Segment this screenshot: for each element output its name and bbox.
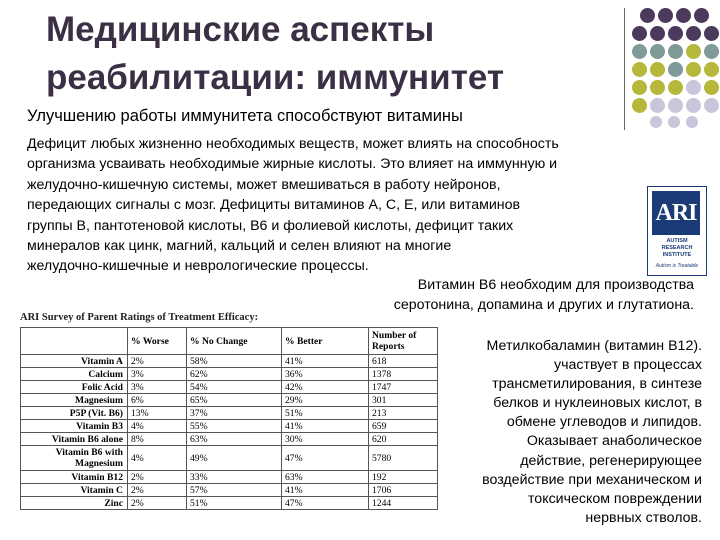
ari-logo: [647, 186, 707, 276]
table-cell: 42%: [282, 381, 369, 394]
table-cell: Folic Acid: [21, 381, 128, 394]
table-cell: 3%: [128, 368, 187, 381]
table-row: [21, 420, 438, 433]
b6-note-line: Витамин В6 необходим для производства: [417, 277, 694, 293]
table-cell: Vitamin B6 with Magnesium: [21, 446, 128, 471]
table-header-row: [21, 328, 438, 355]
table-cell: 51%: [282, 407, 369, 420]
dot: [632, 62, 647, 77]
dot: [650, 26, 665, 41]
paragraph-line: желудочно-кишечные и неврологические процессы.: [27, 258, 369, 275]
header-cell: Number of Reports: [369, 328, 438, 355]
table-cell: 620: [369, 433, 438, 446]
decorative-dot-grid: [632, 8, 720, 128]
paragraph-line: передающих сигналы с мозг. Дефициты витаминов А, С, Е, или витаминов: [27, 197, 521, 214]
dot: [650, 62, 665, 77]
table-cell: Calcium: [21, 368, 128, 381]
table-cell: Zinc: [21, 497, 128, 510]
table-cell: 618: [369, 355, 438, 368]
slide-subtitle: Улучшению работы иммунитета способствуют витамины: [27, 107, 463, 125]
table-cell: 65%: [187, 394, 282, 407]
dot: [632, 80, 647, 95]
table-cell: 30%: [282, 433, 369, 446]
header-cell: % No Change: [187, 328, 282, 355]
table-cell: 55%: [187, 420, 282, 433]
dot: [686, 98, 701, 113]
table-row: [21, 446, 438, 471]
title-line-2: реабилитации: иммунитет: [46, 58, 504, 97]
table-cell: 36%: [282, 368, 369, 381]
paragraph-line: минералов как цинк, магний, кальций и селен влияют на многие: [27, 238, 452, 255]
table-cell: 1706: [369, 484, 438, 497]
dot: [658, 8, 673, 23]
ari-logo-tagline: Autism is Treatable: [655, 263, 699, 269]
table-cell: 47%: [282, 497, 369, 510]
survey-table-image: [12, 312, 467, 522]
logo-name-line: INSTITUTE: [662, 252, 692, 258]
dot: [686, 26, 701, 41]
table-cell: 49%: [187, 446, 282, 471]
paragraph-line: желудочно-кишечную системы, может вмешиваться в работу нейронов,: [27, 176, 501, 193]
b12-note-line: нервных стволов.: [585, 509, 702, 526]
b12-note-line: Оказывает анаболическое: [526, 433, 702, 450]
dot: [650, 80, 665, 95]
title-line-1: Медицинские аспекты: [46, 10, 435, 49]
dot: [668, 116, 680, 128]
table-cell: 63%: [187, 433, 282, 446]
table-cell: 192: [369, 471, 438, 484]
dot: [650, 116, 662, 128]
table-row: [21, 381, 438, 394]
slide-title: [46, 6, 606, 102]
table-cell: 4%: [128, 420, 187, 433]
dot: [704, 26, 719, 41]
table-row: [21, 407, 438, 420]
table-cell: 41%: [282, 420, 369, 433]
table-row: [21, 368, 438, 381]
b12-note-line: токсическом повреждении: [527, 490, 702, 507]
dot: [632, 44, 647, 59]
dot: [686, 116, 698, 128]
paragraph-line: группы В, пантотеновой кислоты, В6 и фолиевой кислоты, дефицит таких: [27, 217, 514, 234]
table-cell: Vitamin B6 alone: [21, 433, 128, 446]
survey-table: [20, 327, 438, 510]
dot: [704, 62, 719, 77]
dot: [686, 80, 701, 95]
table-row: [21, 484, 438, 497]
table-cell: 13%: [128, 407, 187, 420]
table-cell: 57%: [187, 484, 282, 497]
table-cell: 8%: [128, 433, 187, 446]
survey-caption: ARI Survey of Parent Ratings of Treatment Efficacy:: [20, 312, 259, 323]
table-cell: 213: [369, 407, 438, 420]
table-cell: 63%: [282, 471, 369, 484]
b6-note-line: серотонина, допамина и других и глутатиона.: [393, 297, 694, 313]
table-cell: Vitamin B12: [21, 471, 128, 484]
dot: [632, 26, 647, 41]
table-cell: Vitamin C: [21, 484, 128, 497]
dot: [686, 62, 701, 77]
dot: [676, 8, 691, 23]
ari-logo-name: [649, 238, 705, 259]
header-cell: % Worse: [128, 328, 187, 355]
deficit-paragraph: [27, 134, 657, 277]
b12-note-line: белков и нуклеиновых кислот, в: [493, 395, 702, 412]
dot: [686, 44, 701, 59]
table-cell: 5780: [369, 446, 438, 471]
dot: [668, 80, 683, 95]
table-cell: Vitamin A: [21, 355, 128, 368]
dot: [650, 44, 665, 59]
table-cell: 1244: [369, 497, 438, 510]
table-cell: 37%: [187, 407, 282, 420]
b12-note-line: действие, регенерирующее: [520, 452, 702, 469]
table-cell: 2%: [128, 471, 187, 484]
title-divider: [624, 8, 625, 130]
dot: [668, 62, 683, 77]
table-cell: 58%: [187, 355, 282, 368]
logo-name-line: RESEARCH: [661, 245, 693, 251]
table-cell: 4%: [128, 446, 187, 471]
table-cell: P5P (Vit. B6): [21, 407, 128, 420]
dot: [694, 8, 709, 23]
table-row: [21, 394, 438, 407]
table-cell: 29%: [282, 394, 369, 407]
table-row: [21, 433, 438, 446]
table-cell: 62%: [187, 368, 282, 381]
b12-note-line: обмене углеводов и липидов.: [506, 414, 702, 431]
b12-note: [442, 337, 702, 528]
table-row: [21, 497, 438, 510]
dot: [650, 98, 665, 113]
table-cell: Magnesium: [21, 394, 128, 407]
ari-logo-mark: ARI: [652, 191, 700, 235]
dot: [704, 80, 719, 95]
table-cell: 1747: [369, 381, 438, 394]
dot: [704, 98, 719, 113]
table-cell: 6%: [128, 394, 187, 407]
dot: [704, 44, 719, 59]
table-cell: 47%: [282, 446, 369, 471]
table-cell: 41%: [282, 355, 369, 368]
b6-note: [394, 275, 694, 315]
b12-note-line: участвует в процессах: [554, 357, 702, 374]
table-cell: 51%: [187, 497, 282, 510]
table-cell: 659: [369, 420, 438, 433]
dot: [668, 26, 683, 41]
dot: [668, 98, 683, 113]
table-cell: 1378: [369, 368, 438, 381]
dot: [668, 44, 683, 59]
table-cell: 2%: [128, 355, 187, 368]
paragraph-line: Дефицит любых жизненно необходимых веществ, может влиять на способность: [27, 136, 559, 152]
table-cell: 301: [369, 394, 438, 407]
table-cell: Vitamin B3: [21, 420, 128, 433]
header-cell: [21, 328, 128, 355]
b12-note-line: Метилкобаламин (витамин В12).: [486, 338, 702, 354]
table-cell: 33%: [187, 471, 282, 484]
table-cell: 54%: [187, 381, 282, 394]
b12-note-line: воздействие при механическом и: [482, 471, 702, 488]
table-cell: 41%: [282, 484, 369, 497]
table-cell: 3%: [128, 381, 187, 394]
table-cell: 2%: [128, 497, 187, 510]
header-cell: % Better: [282, 328, 369, 355]
b12-note-line: трансметилирования, в синтезе: [492, 376, 702, 393]
paragraph-line: организма усваивать необходимые жирные кислоты. Это влияет на иммунную и: [27, 156, 558, 173]
table-row: [21, 471, 438, 484]
logo-name-line: AUTISM: [666, 238, 688, 244]
dot: [632, 98, 647, 113]
table-cell: 2%: [128, 484, 187, 497]
dot: [640, 8, 655, 23]
table-row: [21, 355, 438, 368]
